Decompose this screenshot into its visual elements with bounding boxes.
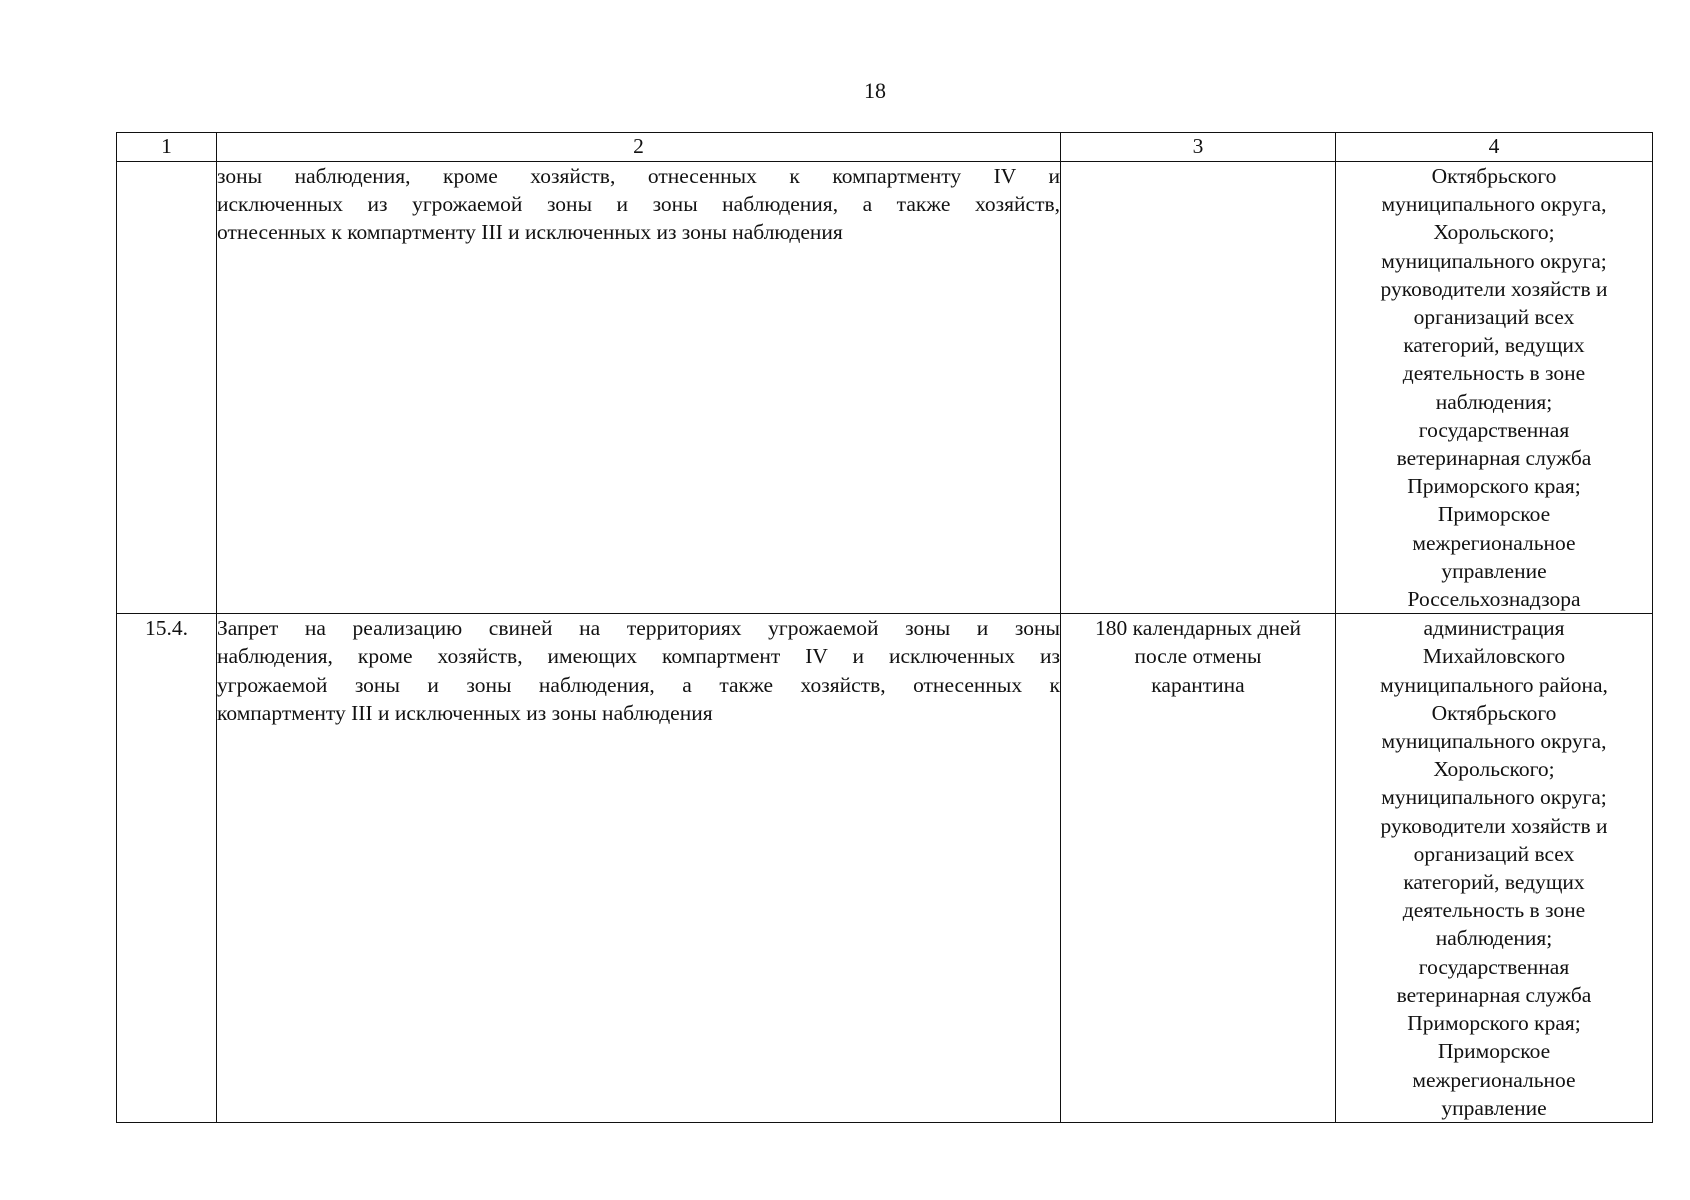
text-line: Октябрьского <box>1431 700 1557 725</box>
text-line: после отмены <box>1134 644 1262 669</box>
text-line: наблюдения; <box>1435 389 1553 414</box>
text-line: карантина <box>1151 672 1245 697</box>
text-line: Приморского края; <box>1407 474 1581 499</box>
text-line: Россельхознадзора <box>1407 587 1581 612</box>
text-line: государственная <box>1418 417 1570 442</box>
measure-cell <box>217 162 1061 614</box>
text-line: Михайловского <box>1422 644 1566 669</box>
text-line: муниципального округа; <box>1381 785 1607 810</box>
column-number-3: 3 <box>1061 133 1336 162</box>
text-line: ветеринарная служба <box>1396 446 1592 471</box>
text-line: управление <box>1441 558 1547 583</box>
text-line: наблюдения, кроме хозяйств, имеющих компартмент IV и исключенных из <box>217 644 1060 669</box>
text-line: деятельность в зоне <box>1402 361 1586 386</box>
text-line: муниципального округа, <box>1381 192 1607 217</box>
text-line: муниципального округа, <box>1381 729 1607 754</box>
text-line: организаций всех <box>1413 841 1575 866</box>
text-line: руководители хозяйств и <box>1380 813 1608 838</box>
text-line: зоны наблюдения, кроме хозяйств, отнесенных к компартменту IV и <box>217 164 1060 188</box>
text-line: администрация <box>1423 616 1565 641</box>
column-number-4: 4 <box>1336 133 1653 162</box>
text-line: компартменту III и исключенных из зоны наблюдения <box>217 700 713 725</box>
term-cell <box>1061 162 1336 614</box>
text-line: категорий, ведущих <box>1403 333 1585 358</box>
term-cell <box>1061 614 1336 1123</box>
text-line: управление <box>1441 1095 1547 1120</box>
text-line: отнесенных к компартменту III и исключенных из зоны наблюдения <box>217 220 843 245</box>
text-line: организаций всех <box>1413 305 1575 330</box>
text-line: угрожаемой зоны и зоны наблюдения, а также хозяйств, отнесенных к <box>217 672 1060 697</box>
text-line: Октябрьского <box>1431 164 1557 188</box>
row-number-cell <box>117 162 217 614</box>
text-line: Приморское <box>1437 1039 1551 1064</box>
measures-table <box>116 132 1653 1123</box>
text-line: категорий, ведущих <box>1403 870 1585 895</box>
text-line: исключенных из угрожаемой зоны и зоны наблюдения, а также хозяйств, <box>217 192 1060 217</box>
text-line: деятельность в зоне <box>1402 898 1586 923</box>
page-number: 18 <box>864 78 886 103</box>
text-line: межрегиональное <box>1412 1067 1576 1092</box>
responsible-cell <box>1336 614 1653 1123</box>
text-line: муниципального района, <box>1380 672 1608 697</box>
responsible-cell <box>1336 162 1653 614</box>
measure-cell <box>217 614 1061 1123</box>
text-line: Хорольского; <box>1433 757 1555 782</box>
column-number-row <box>117 133 1653 162</box>
text-line: руководители хозяйств и <box>1380 276 1608 301</box>
text-line: наблюдения; <box>1435 926 1553 951</box>
row-number-cell: 15.4. <box>117 614 217 1123</box>
text-line: Приморское <box>1437 502 1551 527</box>
text-line: ветеринарная служба <box>1396 982 1592 1007</box>
text-line: межрегиональное <box>1412 530 1576 555</box>
text-line: Запрет на реализацию свиней на территориях угрожаемой зоны и зоны <box>217 616 1060 641</box>
text-line: государственная <box>1418 954 1570 979</box>
text-line: муниципального округа; <box>1381 248 1607 273</box>
column-number-2: 2 <box>217 133 1061 162</box>
text-line: Хорольского; <box>1433 220 1555 245</box>
table-row <box>117 162 1653 614</box>
column-number-1: 1 <box>117 133 217 162</box>
text-line: 180 календарных дней <box>1094 616 1302 641</box>
table-row <box>117 614 1653 1123</box>
text-line: Приморского края; <box>1407 1011 1581 1036</box>
